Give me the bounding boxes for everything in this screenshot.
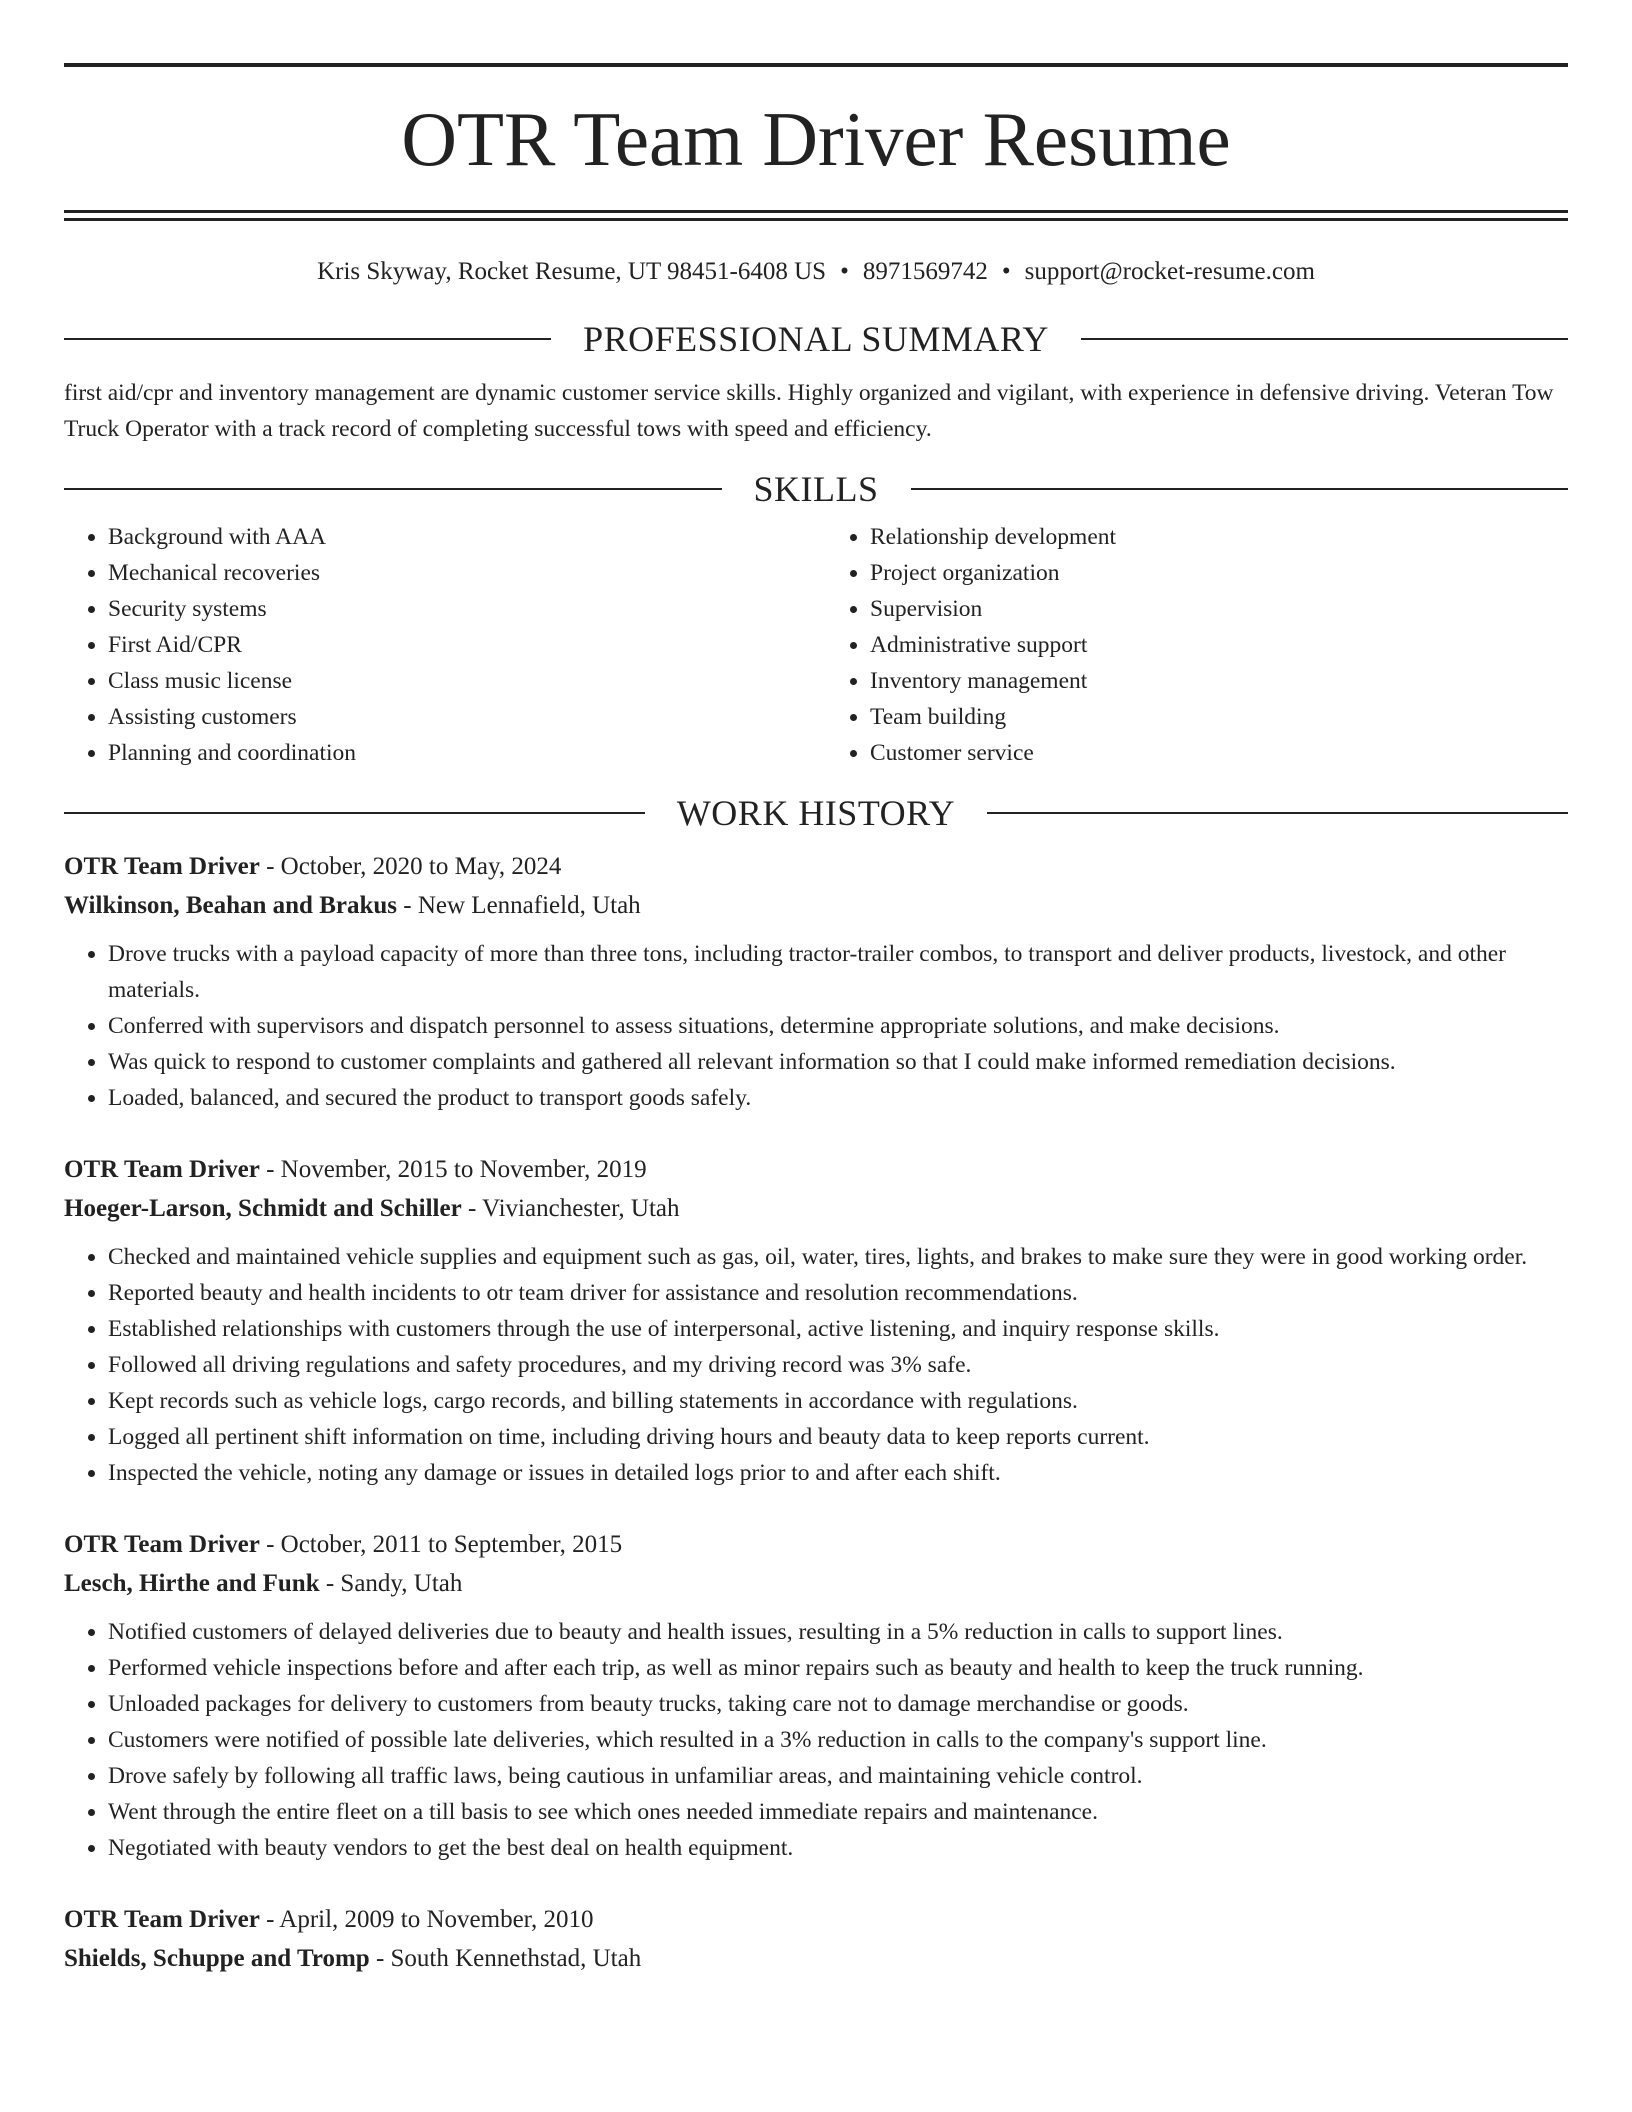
- job-dates: - November, 2015 to November, 2019: [259, 1156, 647, 1183]
- section-rule: [987, 812, 1568, 814]
- skill-item: • Class music license: [108, 663, 806, 699]
- contact-separator: •: [1001, 258, 1011, 285]
- job-location: - Vivianchester, Utah: [461, 1195, 680, 1222]
- job-dates: - October, 2020 to May, 2024: [259, 853, 562, 880]
- skills-list-left: [64, 519, 806, 771]
- job-bullet: • Went through the entire fleet on a till basis to see which ones needed immediate repairs and maintenance.: [108, 1794, 1568, 1830]
- job-company-line: [64, 1564, 1568, 1603]
- job-company-line: [64, 1189, 1568, 1228]
- job-title: OTR Team Driver: [64, 1906, 260, 1933]
- section-rule: [64, 338, 551, 340]
- job-title-line: [64, 1150, 1568, 1189]
- job-title: OTR Team Driver: [64, 853, 260, 880]
- job-company: Shields, Schuppe and Tromp: [64, 1945, 370, 1972]
- skills-grid: [64, 519, 1568, 771]
- job-bullet: • Established relationships with customers through the use of interpersonal, active listening, and inquiry response skills.: [108, 1311, 1568, 1347]
- job-bullet: • Kept records such as vehicle logs, cargo records, and billing statements in accordance with regulations.: [108, 1383, 1568, 1419]
- job-dates: - April, 2009 to November, 2010: [259, 1906, 594, 1933]
- contact-line: [64, 257, 1568, 287]
- skill-item: • First Aid/CPR: [108, 627, 806, 663]
- job-bullet: • Followed all driving regulations and safety procedures, and my driving record was 3% safe.: [108, 1347, 1568, 1383]
- job-title-line: [64, 1525, 1568, 1564]
- contact-phone: 8971569742: [862, 258, 988, 285]
- skill-item: • Team building: [870, 699, 1568, 735]
- skills-list-right: [826, 519, 1568, 771]
- section-rule: [1081, 338, 1568, 340]
- job-company: Wilkinson, Beahan and Brakus: [64, 892, 398, 919]
- job-entry: [64, 1150, 1568, 1491]
- job-company-line: [64, 1939, 1568, 1978]
- job-location: - Sandy, Utah: [319, 1570, 463, 1597]
- job-bullet: • Inspected the vehicle, noting any damage or issues in detailed logs prior to and after each shift.: [108, 1455, 1568, 1491]
- job-title-line: [64, 1900, 1568, 1939]
- skill-item: • Background with AAA: [108, 519, 806, 555]
- title-double-rule: [64, 210, 1568, 221]
- job-entry: [64, 847, 1568, 1116]
- section-header-summary: [64, 317, 1568, 361]
- skill-item: • Project organization: [870, 555, 1568, 591]
- job-bullets: [64, 1239, 1568, 1491]
- contact-email[interactable]: support@rocket-resume.com: [1024, 258, 1315, 285]
- job-bullet: • Performed vehicle inspections before and after each trip, as well as minor repairs such as beauty and health to keep the truck running.: [108, 1650, 1568, 1686]
- section-header-skills: [64, 467, 1568, 511]
- contact-separator: •: [840, 258, 849, 285]
- skill-item: • Planning and coordination: [108, 735, 806, 771]
- job-location: - South Kennethstad, Utah: [369, 1945, 642, 1972]
- job-bullet: • Notified customers of delayed deliveries due to beauty and health issues, resulting in a 5% reduction in calls to support lines.: [108, 1614, 1568, 1650]
- top-rule: [64, 63, 1568, 67]
- skill-item: • Assisting customers: [108, 699, 806, 735]
- job-company: Hoeger-Larson, Schmidt and Schiller: [64, 1195, 462, 1222]
- section-rule: [64, 488, 722, 490]
- summary-text: first aid/cpr and inventory management are dynamic customer service skills. Highly organized and vigilant, with experience in defensive driving. Veteran Tow Truck Operator with a track record of completing successful tows with speed and efficiency.: [64, 380, 1554, 442]
- contact-address: Kris Skyway, Rocket Resume, UT 98451-6408 US: [317, 258, 827, 285]
- job-bullet: • Drove trucks with a payload capacity of more than three tons, including tractor-trailer combos, to transport and deliver products, livestock, and other materials.: [108, 936, 1568, 1008]
- job-bullet: • Drove safely by following all traffic laws, being cautious in unfamiliar areas, and maintaining vehicle control.: [108, 1758, 1568, 1794]
- job-bullet: • Checked and maintained vehicle supplies and equipment such as gas, oil, water, tires, lights, and brakes to make sure they were in good working order.: [108, 1239, 1568, 1275]
- job-bullet: • Reported beauty and health incidents to otr team driver for assistance and resolution recommendations.: [108, 1275, 1568, 1311]
- job-dates: - October, 2011 to September, 2015: [259, 1531, 623, 1558]
- section-title: PROFESSIONAL SUMMARY: [583, 319, 1049, 359]
- job-entry: [64, 1900, 1568, 1978]
- job-company: Lesch, Hirthe and Funk: [64, 1570, 320, 1597]
- job-bullet: • Logged all pertinent shift information on time, including driving hours and beauty data to keep reports current.: [108, 1419, 1568, 1455]
- job-entry: [64, 1525, 1568, 1866]
- section-title: SKILLS: [753, 469, 879, 509]
- job-bullet: • Loaded, balanced, and secured the product to transport goods safely.: [108, 1080, 1568, 1116]
- job-bullets: [64, 1614, 1568, 1866]
- section-rule: [911, 488, 1569, 490]
- skill-item: • Customer service: [870, 735, 1568, 771]
- job-title: OTR Team Driver: [64, 1156, 260, 1183]
- job-company-line: [64, 886, 1568, 925]
- section-rule: [64, 812, 645, 814]
- resume-title: OTR Team Driver Resume: [401, 96, 1231, 182]
- skill-item: • Inventory management: [870, 663, 1568, 699]
- skill-item: • Administrative support: [870, 627, 1568, 663]
- job-title: OTR Team Driver: [64, 1531, 260, 1558]
- skill-item: • Mechanical recoveries: [108, 555, 806, 591]
- job-bullets: [64, 936, 1568, 1116]
- skill-item: • Relationship development: [870, 519, 1568, 555]
- skill-item: • Security systems: [108, 591, 806, 627]
- section-header-work: [64, 791, 1568, 835]
- section-title: WORK HISTORY: [676, 793, 956, 833]
- job-bullet: • Unloaded packages for delivery to customers from beauty trucks, taking care not to damage merchandise or goods.: [108, 1686, 1568, 1722]
- job-bullet: • Conferred with supervisors and dispatch personnel to assess situations, determine appropriate solutions, and make decisions.: [108, 1008, 1568, 1044]
- job-bullet: • Negotiated with beauty vendors to get the best deal on health equipment.: [108, 1830, 1568, 1866]
- resume-page: [64, 0, 1568, 1978]
- job-bullet: • Customers were notified of possible late deliveries, which resulted in a 3% reduction in calls to the company's support line.: [108, 1722, 1568, 1758]
- job-bullet: • Was quick to respond to customer complaints and gathered all relevant information so that I could make informed remediation decisions.: [108, 1044, 1568, 1080]
- job-location: - New Lennafield, Utah: [397, 892, 641, 919]
- job-title-line: [64, 847, 1568, 886]
- skill-item: • Supervision: [870, 591, 1568, 627]
